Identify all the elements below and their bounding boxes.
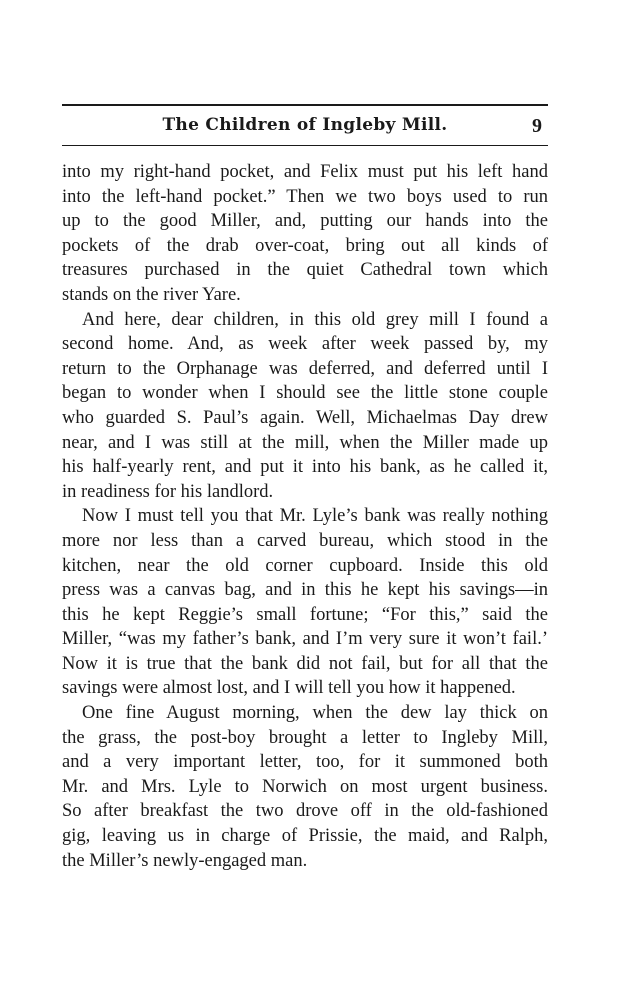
body-text [62, 160, 548, 873]
text-line: And here, dear children, in this old grey mill I found a [82, 309, 548, 330]
page-number: 9 [532, 115, 542, 137]
text-line: up to the good Miller, and, putting our hands into the [62, 211, 548, 232]
running-header [62, 112, 548, 142]
text-line: One fine August morning, when the dew lay thick on [82, 703, 548, 724]
text-line: into my right-hand pocket, and Felix must put his left hand [62, 162, 548, 182]
text-line: who guarded S. Paul’s again. Well, Michaelmas Day drew [62, 407, 548, 428]
text-line: Now it is true that the bank did not fail, but for all that the [62, 653, 548, 674]
text-line: his half-yearly rent, and put it into his bank, as he called it, [62, 457, 548, 478]
text-line: kitchen, near the old corner cupboard. Inside this old [62, 555, 548, 576]
text-line: this he kept Reggie’s small fortune; “For this,” said the [62, 604, 548, 625]
paragraph [62, 504, 548, 701]
paragraph [62, 701, 548, 873]
text-line: the grass, the post-boy brought a letter to Ingleby Mill, [62, 727, 548, 748]
text-line: press was a canvas bag, and in this he kept his savings—in [62, 580, 548, 601]
text-line: So after breakfast the two drove off in the old-fashioned [62, 801, 548, 822]
text-line: and a very important letter, too, for it summoned both [62, 752, 548, 773]
paragraph [62, 160, 548, 308]
text-line: pockets of the drab over-coat, bring out all kinds of [62, 235, 548, 256]
text-line: savings were almost lost, and I will tell you how it happened. [62, 678, 516, 699]
text-line: gig, leaving us in charge of Prissie, the maid, and Ralph, [62, 826, 548, 847]
text-line: return to the Orphanage was deferred, and deferred until I [62, 358, 548, 379]
header-top-rule [62, 104, 548, 106]
text-line: near, and I was still at the mill, when the Miller made up [62, 432, 548, 453]
text-line: into the left-hand pocket.” Then we two boys used to run [62, 186, 548, 207]
text-line: in readiness for his landlord. [62, 481, 274, 502]
header-bottom-rule [62, 145, 548, 146]
running-title: The Children of Ingleby Mill. [162, 115, 448, 135]
text-line: began to wonder when I should see the little stone couple [62, 383, 548, 404]
text-line: treasures purchased in the quiet Cathedral town which [62, 260, 548, 281]
text-line: more nor less than a carved bureau, which stood in the [62, 530, 548, 551]
text-line: Miller, “was my father’s bank, and I’m very sure it won’t fail.’ [62, 629, 548, 650]
text-line: stands on the river Yare. [62, 284, 241, 305]
text-line: Now I must tell you that Mr. Lyle’s bank was really nothing [82, 506, 548, 527]
text-line: the Miller’s newly-engaged man. [62, 850, 308, 871]
text-line: second home. And, as week after week passed by, my [62, 334, 548, 355]
text-line: Mr. and Mrs. Lyle to Norwich on most urgent business. [62, 776, 548, 797]
paragraph [62, 308, 548, 505]
